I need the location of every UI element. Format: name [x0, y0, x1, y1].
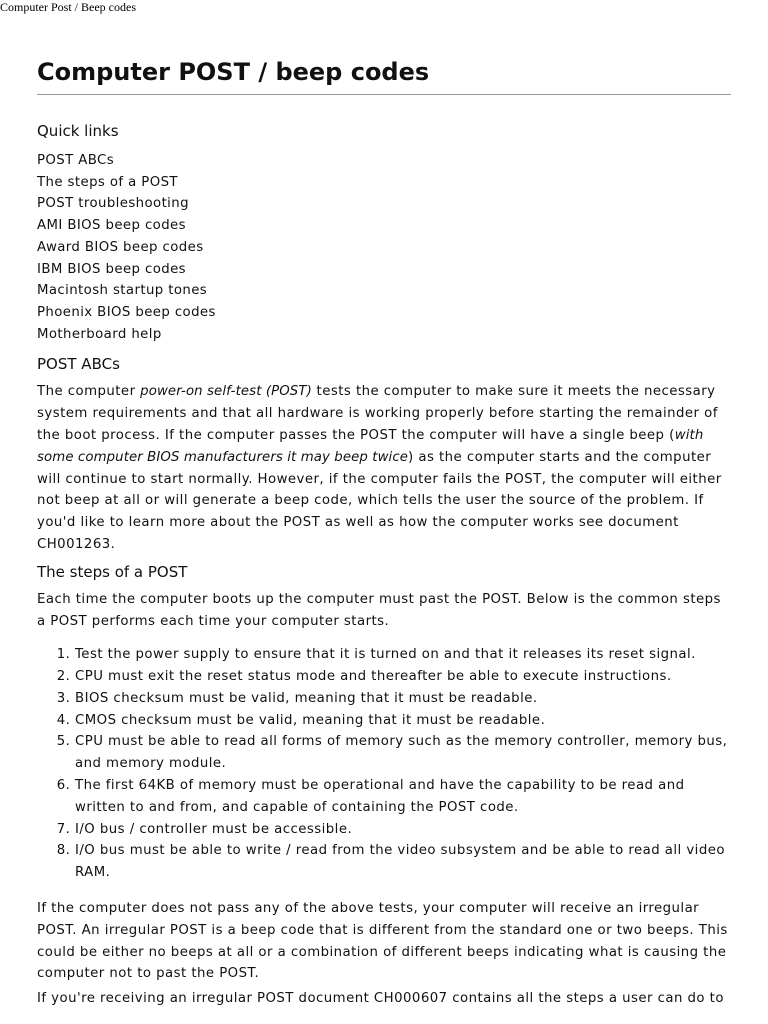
quick-link-steps-of-post[interactable]: The steps of a POST	[37, 174, 178, 190]
post-abcs-paragraph	[37, 381, 731, 555]
post-abcs-emphasis-1: power-on self-test (POST)	[140, 384, 312, 400]
quick-links-heading: Quick links	[37, 122, 119, 140]
quick-links-list	[37, 150, 731, 345]
section-heading-steps-of-post: The steps of a POST	[37, 562, 188, 581]
post-step: 5. CPU must be able to read all forms of memory such as the memory controller, memory bus, and memory module.	[75, 731, 731, 775]
quick-link-post-abcs[interactable]: POST ABCs	[37, 153, 115, 168]
page-title: Computer POST / beep codes	[37, 58, 430, 86]
title-divider	[37, 94, 731, 95]
truncated-paragraph: If you're receiving an irregular POST document CH000607 contains all the steps a user can do to	[37, 991, 724, 1007]
quick-link-award-bios[interactable]: Award BIOS beep codes	[37, 239, 204, 255]
post-step: 3. BIOS checksum must be valid, meaning that it must be readable.	[75, 688, 731, 710]
post-abcs-text-1: The computer	[37, 384, 141, 400]
quick-link-motherboard-help[interactable]: Motherboard help	[37, 326, 162, 342]
post-step: 2. CPU must exit the reset status mode and thereafter be able to execute instructions.	[75, 666, 731, 688]
quick-link-ibm-bios[interactable]: IBM BIOS beep codes	[37, 261, 186, 277]
post-step: 8. I/O bus must be able to write / read from the video subsystem and be able to read all video RAM.	[75, 840, 731, 884]
post-step: 4. CMOS checksum must be valid, meaning that it must be readable.	[75, 710, 731, 732]
section-heading-post-abcs: POST ABCs	[37, 355, 120, 374]
post-steps-list	[37, 644, 731, 884]
post-abcs-emphasis-2: with some computer BIOS manufacturers it may beep twice	[37, 427, 704, 465]
document-content	[37, 56, 731, 1010]
post-step: 6. The first 64KB of memory must be operational and have the capability to be read and written to and from, and capable of containing the POST code.	[75, 775, 731, 819]
post-abcs-text-2: tests the computer to make sure it meets the necessary system requirements and that all hardware is working properly before starting the remainder of the boot process. If the computer passes the POST the computer will have a single beep (	[37, 384, 718, 443]
quick-link-phoenix-bios[interactable]: Phoenix BIOS beep codes	[37, 304, 216, 320]
post-step: 7. I/O bus / controller must be accessible.	[75, 819, 731, 841]
steps-intro-paragraph: Each time the computer boots up the computer must past the POST. Below is the common steps a POST performs each time your computer starts.	[37, 591, 721, 629]
quick-link-post-troubleshooting[interactable]: POST troubleshooting	[37, 196, 189, 212]
post-step: 1. Test the power supply to ensure that it is turned on and that it releases its reset signal.	[75, 644, 731, 666]
quick-link-ami-bios[interactable]: AMI BIOS beep codes	[37, 218, 186, 234]
post-abcs-text-3: ) as the computer starts and the computer will continue to start normally. However, if the computer fails the POST, the computer will either not beep at all or will generate a beep code, which tells the user the source of the problem. If you'd like to learn more about the POST as well as how the computer works see document CH001263.	[37, 449, 722, 552]
running-header: Computer Post / Beep codes	[0, 0, 136, 14]
quick-link-macintosh-tones[interactable]: Macintosh startup tones	[37, 283, 208, 299]
irregular-post-paragraph: If the computer does not pass any of the above tests, your computer will receive an irregular POST. An irregular POST is a beep code that is different from the standard one or two beeps. This could be either no beeps at all or a combination of different beeps indicating what is causing the computer not to past the POST.	[37, 901, 728, 982]
